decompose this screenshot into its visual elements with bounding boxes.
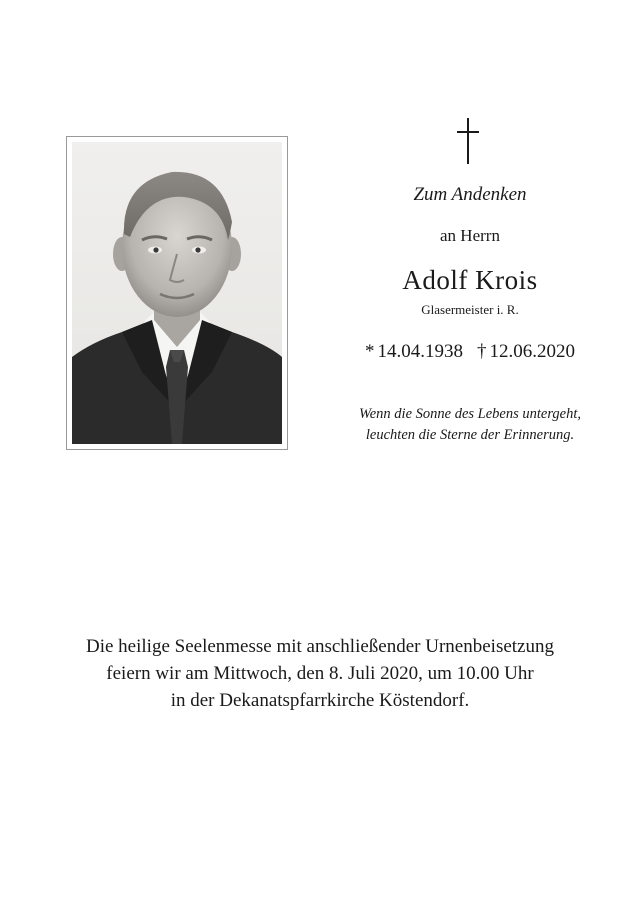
birth-star-icon: * [365,341,375,362]
deceased-title: Glasermeister i. R. [421,302,519,317]
memorial-quote [300,404,640,446]
quote-line: leuchten die Sterne der Erinnerung. [365,427,575,443]
mass-line: Die heilige Seelenmesse mit anschließender Urnenbeisetzung [86,636,554,657]
mass-announcement [0,633,640,714]
cross-icon [455,118,483,164]
portrait-frame [66,136,288,450]
intro-text: Zum Andenken [413,184,527,205]
life-dates [300,341,640,363]
death-date: 12.06.2020 [489,341,575,362]
deceased-name: Adolf Krois [402,265,538,295]
death-cross-icon: † [477,341,487,362]
portrait-photo [72,142,282,444]
quote-line: Wenn die Sonne des Lebens untergeht, [358,406,582,422]
mass-line: feiern wir am Mittwoch, den 8. Juli 2020, um 10.00 Uhr [106,663,534,684]
birth-date: 14.04.1938 [377,341,463,362]
salutation-text: an Herrn [440,226,500,245]
portrait-illustration [72,142,282,444]
mass-line: in der Dekanatspfarrkirche Köstendorf. [170,690,470,711]
